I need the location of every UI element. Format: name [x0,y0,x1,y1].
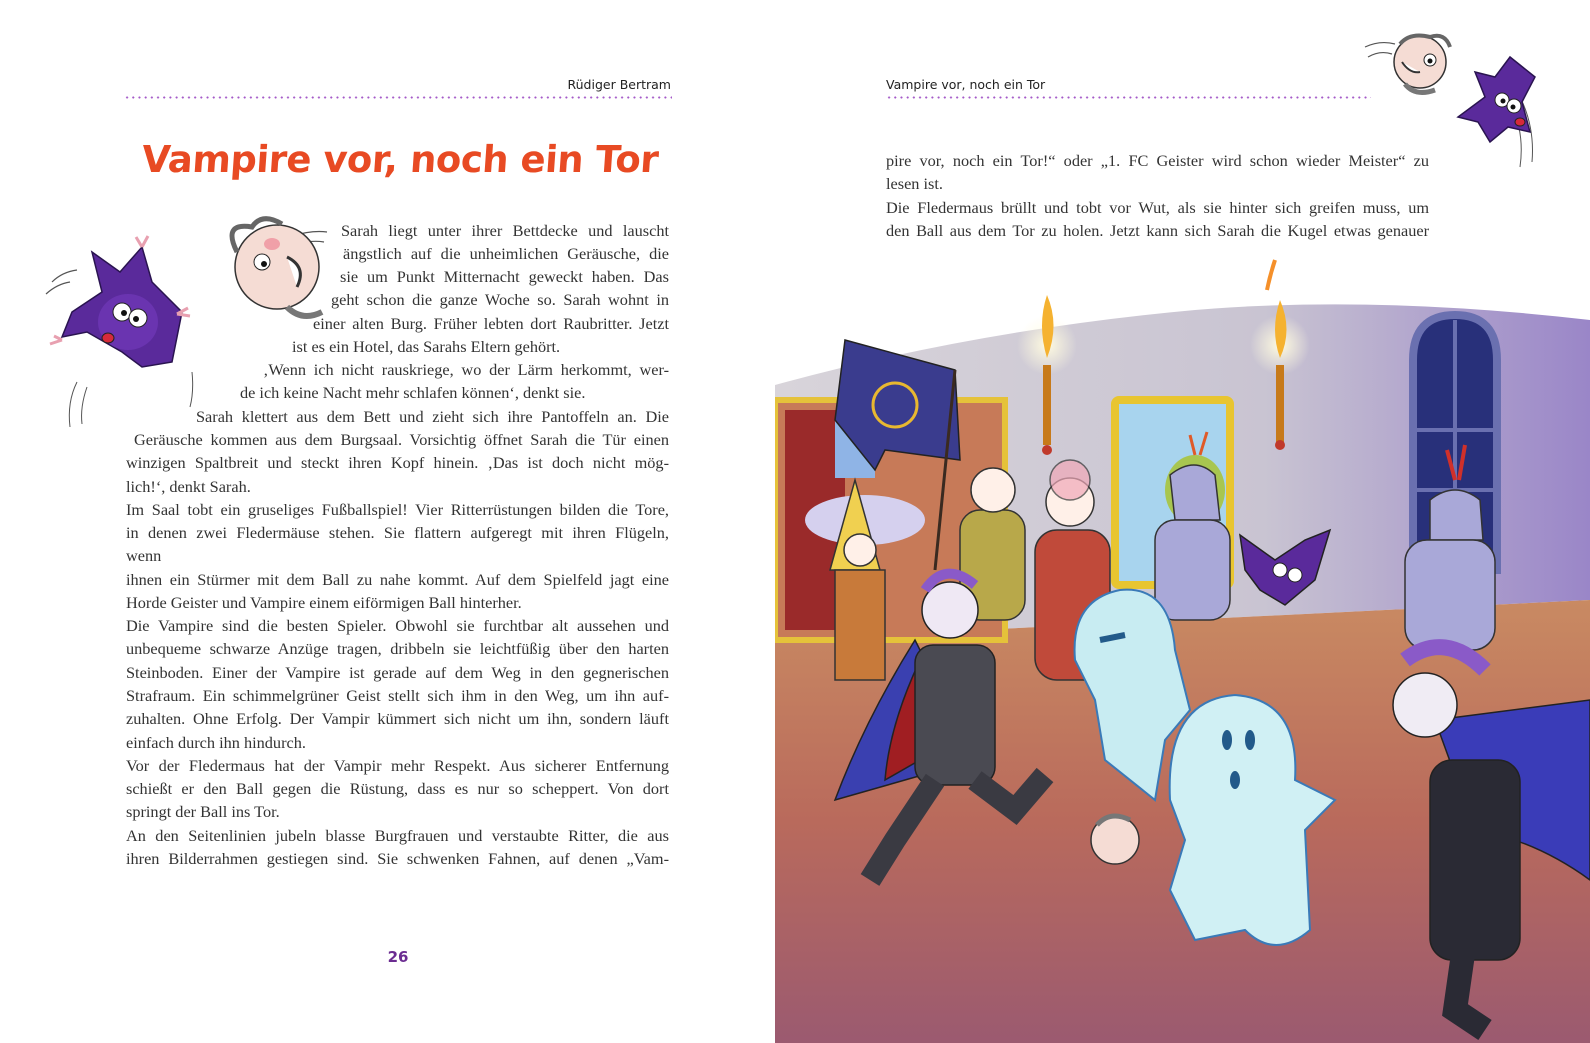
text-line: An den Seitenlinien jubeln blasse Burgfrauen und verstaubte Ritter, die aus [126,826,669,845]
text-line: Sarah liegt unter ihrer Bettdecke und lauscht [341,221,669,240]
text-line: Im Saal tobt ein gruseliges Fußballspiel! Vier Ritterrüstungen bilden die Tore, [126,500,669,519]
text-line: lich!‘, denkt Sarah. [126,477,251,496]
text-line: wenn [126,546,162,565]
text-line: zuhalten. Ohne Erfolg. Der Vampir kümmert sich nicht um ihn, sondern läuft [126,709,669,728]
text-line: winzigen Spaltbreit und steckt ihren Kopf hinein. ‚Das ist doch nicht mög- [126,453,669,472]
text-line: ‚Wenn ich nicht rauskriege, wo der Lärm herkommt, wer- [263,360,669,379]
text-line: Vor der Fledermaus hat der Vampir mehr Respekt. Aus sicherer Entfernung [126,756,669,775]
text-line: einfach durch ihn hindurch. [126,733,306,752]
text-line: pire vor, noch ein Tor!“ oder „1. FC Geister wird schon wieder Meister“ zu [886,151,1429,170]
text-line: Die Fledermaus brüllt und tobt vor Wut, als sie hinter sich greifen muss, um [886,198,1429,217]
text-line: Sarah klettert aus dem Bett und zieht sich ihre Pantoffeln an. Die [196,407,669,426]
text-line: einer alten Burg. Früher lebten dort Raubritter. Jetzt [313,314,669,333]
header-divider [886,96,1371,99]
left-page [0,0,775,1043]
text-line: Geräusche kommen aus dem Burgsaal. Vorsichtig öffnet Sarah die Tür einen [134,430,669,449]
castle-hall-ghost-football-scene [775,240,1590,1043]
text-line: sie um Punkt Mitternacht geweckt haben. Das [340,267,669,286]
text-line: ist es ein Hotel, das Sarahs Eltern gehört. [292,337,561,356]
text-line: lesen ist. [886,174,943,193]
page-number: 26 [387,948,409,966]
text-line: springt der Ball ins Tor. [126,802,280,821]
text-line: de ich keine Nacht mehr schlafen können‘, denkt sie. [240,383,586,402]
header-divider [124,96,672,99]
text-line: ängstlich auf die unheimlichen Geräusche, die [343,244,669,263]
running-head-chapter: Vampire vor, noch ein Tor [886,77,1046,92]
chapter-title: Vampire vor, noch ein Tor [140,138,660,181]
text-line: den Ball aus dem Tor zu holen. Jetzt kann sich Sarah die Kugel etwas genauer [886,221,1429,240]
text-line: in denen zwei Fledermäuse stehen. Sie flattern aufgeregt mit ihren Flügeln, [126,523,669,542]
right-page [775,0,1590,1043]
text-line: ihren Bilderrahmen gestiegen sind. Sie schwenken Fahnen, auf denen „Vam- [126,849,669,868]
text-line: schießt er den Ball gegen die Rüstung, dass es nur so scheppert. Von dort [126,779,669,798]
running-head-author: Rüdiger Bertram [567,77,671,92]
text-line: geht schon die ganze Woche so. Sarah wohnt in [331,290,669,309]
text-line: Steinboden. Einer der Vampire ist gerade auf dem Weg in den gegnerischen [126,663,669,682]
text-line: Horde Geister und Vampire einem eiförmigen Ball hinterher. [126,593,522,612]
text-line: unbequeme schwarze Anzüge tragen, dribbeln sie leichtfüßig über den harten [126,639,669,658]
text-line: Strafraum. Ein schimmelgrüner Geist stellt sich ihm in den Weg, um ihn auf- [126,686,669,705]
text-line: Die Vampire sind die besten Spieler. Obwohl sie furchtbar alt aussehen und [126,616,669,635]
text-line: ihnen ein Stürmer mit dem Ball zu nahe kommt. Auf dem Spielfeld jagt eine [126,570,669,589]
